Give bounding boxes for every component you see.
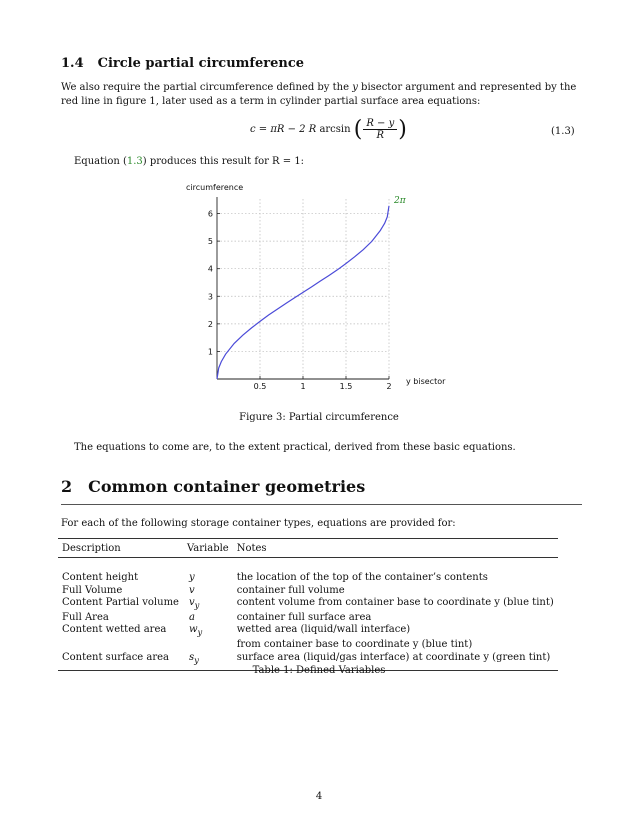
defined-variables-table — [58, 538, 558, 671]
section-heading-1-4 — [61, 56, 304, 71]
cell-description: Full Area — [62, 611, 109, 623]
figure-caption: Figure 3: Partial circumference — [239, 412, 399, 423]
equation-fraction — [363, 118, 397, 141]
y-axis-label: circumference — [186, 183, 244, 192]
equation-1-3 — [250, 117, 407, 142]
paragraph-text: We also require the partial circumference defined by the — [61, 82, 353, 93]
cell-variable: y — [188, 572, 195, 583]
variable-y: y — [352, 82, 358, 93]
chart-grid — [217, 197, 389, 379]
y-tick-label: 6 — [207, 209, 213, 219]
cell-variable — [183, 639, 233, 652]
right-paren: ) — [398, 117, 407, 142]
cell-description: Content height — [62, 572, 139, 583]
left-paren: ( — [353, 117, 363, 142]
table-row — [58, 612, 558, 625]
x-axis-label: y bisector — [406, 377, 446, 386]
paragraph-text: bisector argument and represented by the red line in figure 1, later used as a term in cylinder partial surface area equations: — [61, 82, 577, 107]
x-tick-label: 1 — [300, 382, 306, 391]
chart-ticks — [208, 210, 392, 391]
y-tick-label: 5 — [207, 237, 213, 247]
cell-description: Content Partial volume — [62, 597, 179, 609]
cell-description: Content surface area — [62, 651, 170, 663]
equation-number: (1.3) — [551, 126, 575, 137]
y-tick-label: 2 — [207, 319, 213, 329]
x-tick-label: 1.5 — [339, 382, 353, 391]
table-row — [58, 597, 558, 612]
y-tick-label: 4 — [207, 264, 213, 274]
table-caption: Table 1: Defined Variables — [252, 665, 386, 676]
paragraph-equation-result — [74, 156, 304, 167]
table-header-row — [58, 539, 558, 558]
paragraph-text: ) produces this result for R = 1: — [142, 156, 305, 167]
cell-notes: surface area (liquid/gas interface) at coordinate y (green tint) — [236, 651, 551, 663]
cell-variable: $w_y$ — [188, 624, 203, 638]
cell-variable: v — [188, 584, 195, 596]
paragraph-partial-circumference — [61, 81, 586, 109]
paragraph-basic-equations: The equations to come are, to the extent practical, derived from these basic equations. — [74, 442, 516, 453]
y-tick-label: 1 — [207, 347, 213, 357]
paragraph-text: Equation ( — [74, 156, 127, 167]
cell-notes: the location of the top of the container’s contents — [236, 572, 488, 583]
fraction-numerator: R − y — [363, 118, 397, 130]
cell-notes: content volume from container base to coordinate y (blue tint) — [236, 597, 554, 609]
subscript: y — [194, 654, 199, 665]
table-row — [58, 585, 558, 598]
column-header-description: Description — [58, 539, 183, 558]
equation-reference-link[interactable]: 1.3 — [126, 156, 143, 167]
paragraph-table-intro: For each of the following storage container types, equations are provided for: — [61, 518, 456, 529]
section-title: Circle partial circumference — [97, 56, 305, 71]
cell-description — [58, 639, 183, 652]
cell-notes: from container base to coordinate y (blue tint) — [236, 638, 473, 650]
subscript: y — [197, 627, 203, 638]
section-heading-2 — [61, 477, 365, 496]
x-tick-label: 2 — [386, 382, 392, 391]
cell-notes: wetted area (liquid/wall interface) — [236, 624, 411, 636]
column-header-notes: Notes — [233, 539, 558, 558]
equation-function: arcsin — [319, 124, 351, 135]
cell-notes: container full surface area — [236, 611, 372, 623]
cell-variable: a — [188, 611, 195, 623]
two-pi-annotation: 2π — [394, 196, 406, 206]
table-row — [58, 639, 558, 652]
x-tick-label: 0.5 — [253, 382, 267, 391]
section-title: Common container geometries — [88, 477, 366, 496]
cell-notes: container full volume — [236, 584, 345, 596]
y-tick-label: 3 — [207, 292, 213, 302]
cell-description: Full Volume — [62, 584, 123, 596]
page-number: 4 — [315, 791, 323, 802]
column-header-variable: Variable — [183, 539, 233, 558]
cell-variable: $v_y$ — [188, 597, 200, 611]
section-number: 2 — [61, 477, 73, 496]
equation-lhs: c = πR − 2 R — [250, 124, 317, 135]
table-row — [58, 558, 558, 585]
partial-circumference-chart — [180, 180, 460, 405]
section-divider — [61, 504, 582, 505]
fraction-denominator: R — [376, 130, 385, 141]
section-number: 1.4 — [61, 56, 84, 71]
subscript: y — [194, 600, 200, 611]
cell-variable: $s_y$ — [188, 651, 199, 665]
table-row — [58, 624, 558, 639]
cell-description: Content wetted area — [62, 624, 167, 636]
